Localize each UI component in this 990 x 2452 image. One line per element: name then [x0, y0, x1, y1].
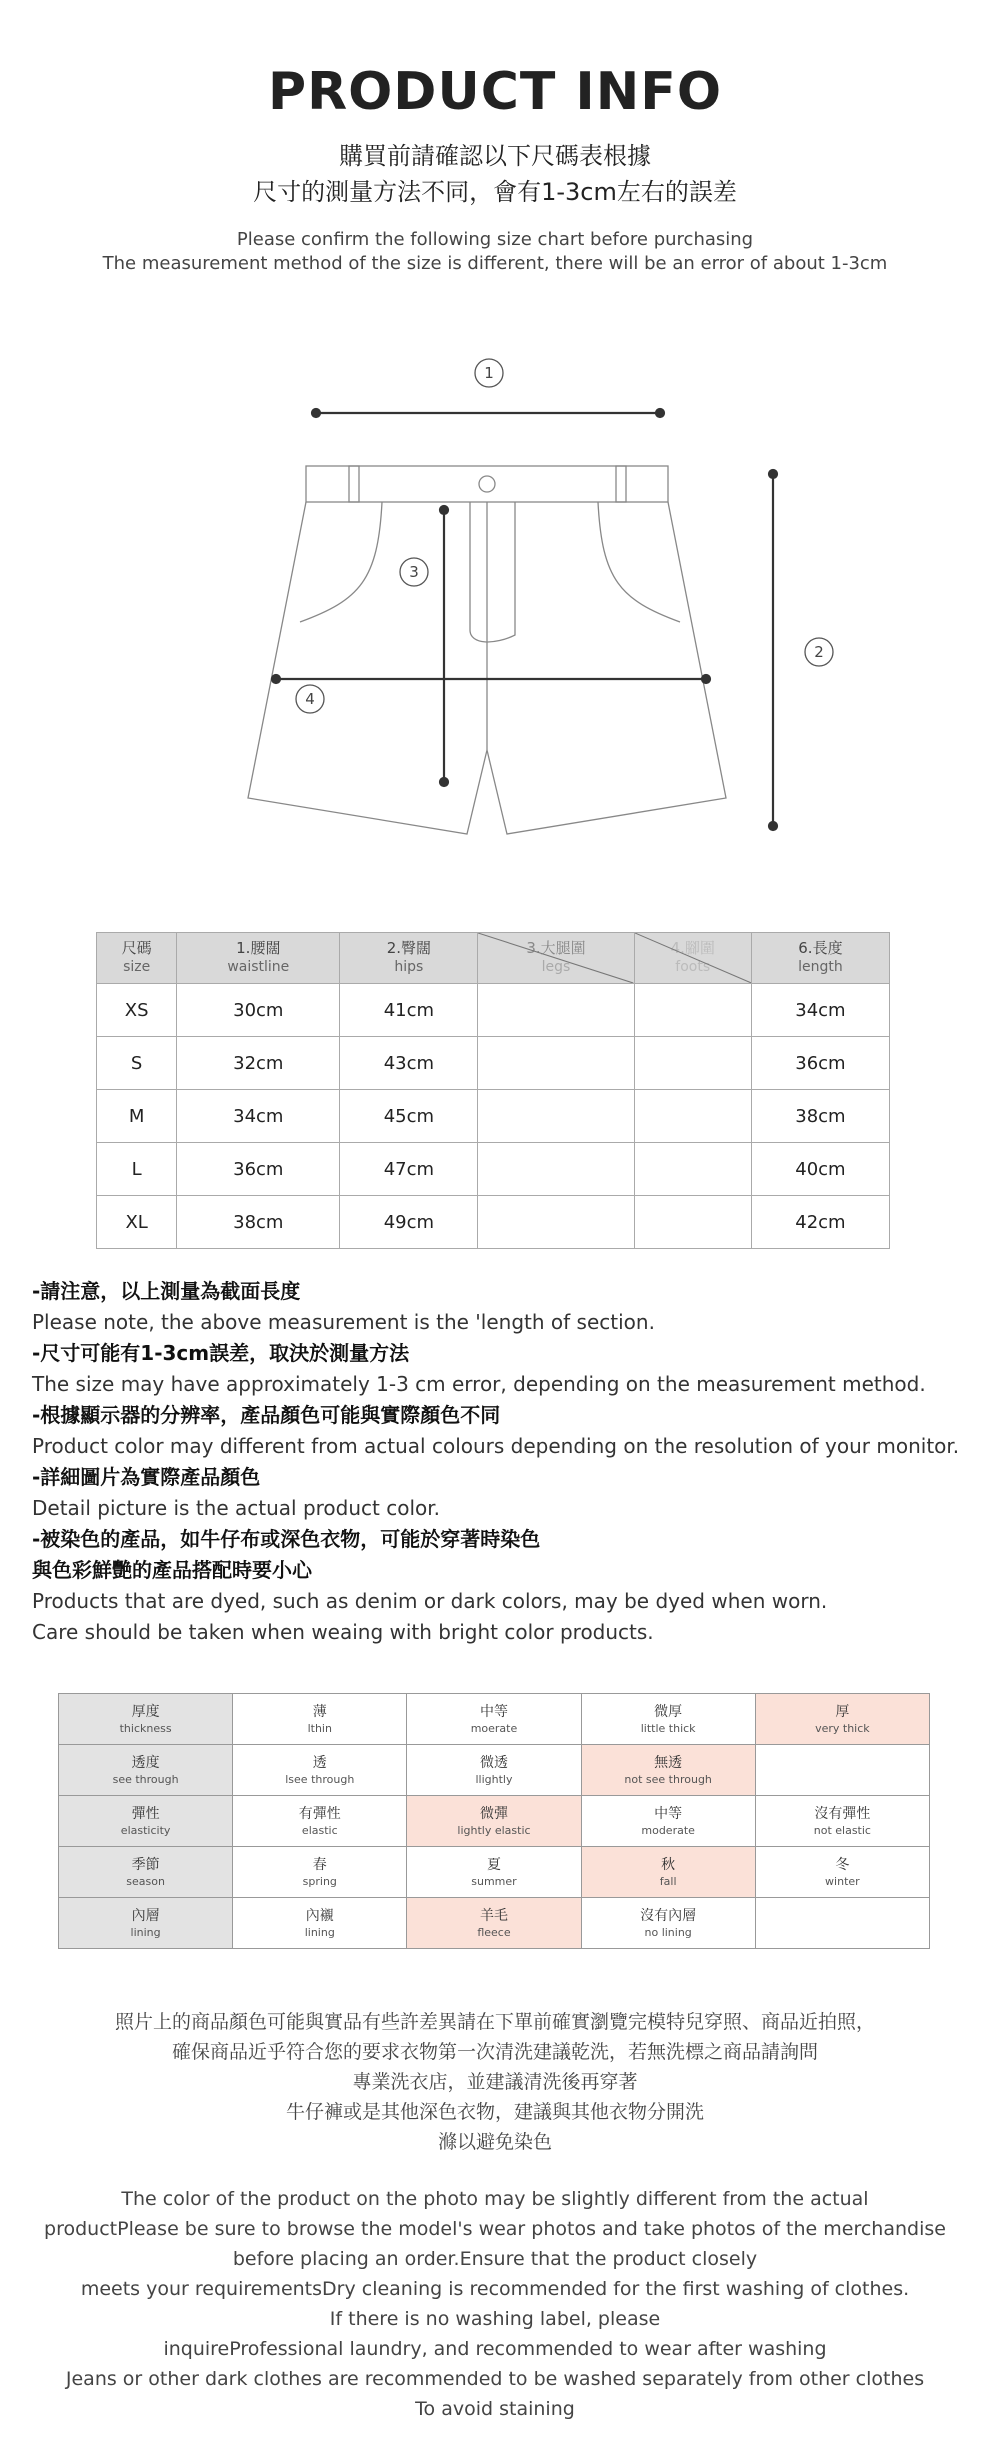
- care-zh-line: 滌以避免染色: [437, 2131, 552, 2153]
- attr-label: 透度 see through: [59, 1745, 233, 1796]
- size-cell: 38cm: [177, 1196, 340, 1249]
- attr-row-elasticity: [59, 1796, 930, 1847]
- size-header-waist: 1.腰闊 waistline: [177, 933, 340, 984]
- button-outline: [479, 476, 495, 492]
- note-en: Please note, the above measurement is the 'length of section.: [32, 1310, 655, 1334]
- note-zh: -請注意，以上測量為截面長度: [32, 1279, 301, 1303]
- belt-loop-right: [616, 466, 626, 502]
- care-en-line: before placing an order.Ensure that the product closely: [232, 2248, 758, 2270]
- attr-row-thickness: [59, 1694, 930, 1745]
- size-row-s: [97, 1037, 890, 1090]
- attr-option: 有彈性 elastic: [233, 1796, 407, 1847]
- care-zh-section: [0, 2007, 990, 2157]
- attr-option-selected: 厚 very thick: [755, 1694, 929, 1745]
- size-cell: M: [97, 1090, 177, 1143]
- size-cell: S: [97, 1037, 177, 1090]
- care-en-line: If there is no washing label, please: [329, 2308, 661, 2330]
- attr-option-selected: 羊毛 fleece: [407, 1898, 581, 1949]
- attr-row-lining: [59, 1898, 930, 1949]
- attr-label: 彈性 elasticity: [59, 1796, 233, 1847]
- page-title: PRODUCT INFO: [267, 62, 723, 122]
- size-row-xs: [97, 984, 890, 1037]
- waistband-outline: [306, 466, 668, 502]
- note-en: Detail picture is the actual product color.: [32, 1496, 440, 1520]
- size-cell: 32cm: [177, 1037, 340, 1090]
- fabric-attribute-table: [58, 1693, 930, 1949]
- care-en-line: To avoid staining: [415, 2398, 575, 2420]
- size-table-header-row: [97, 933, 890, 984]
- note-en: Products that are dyed, such as denim or dark colors, may be dyed when worn.: [32, 1589, 828, 1613]
- care-zh-line: 牛仔褲或是其他深色衣物，建議與其他衣物分開洗: [285, 2101, 704, 2123]
- intro-en-line1: Please confirm the following size chart before purchasing: [236, 229, 754, 250]
- size-cell: 30cm: [177, 984, 340, 1037]
- size-cell: [478, 1090, 634, 1143]
- care-en-line: Jeans or other dark clothes are recommended to be washed separately from other clothes: [65, 2368, 925, 2390]
- intro-zh-line2: 尺寸的測量方法不同，會有1-3cm左右的誤差: [253, 178, 737, 206]
- attr-label: 季節 season: [59, 1847, 233, 1898]
- attr-option: 夏 summer: [407, 1847, 581, 1898]
- attr-option: 薄 lthin: [233, 1694, 407, 1745]
- note-zh: 與色彩鮮艷的產品搭配時要小心: [32, 1558, 312, 1582]
- note-zh: -尺寸可能有1-3cm誤差，取決於測量方法: [32, 1341, 410, 1365]
- attr-option: 微厚 little thick: [581, 1694, 755, 1745]
- size-cell: 45cm: [340, 1090, 478, 1143]
- size-cell: XL: [97, 1196, 177, 1249]
- size-header-legs: 3.大腿圍 legs: [478, 933, 634, 984]
- size-cell: [478, 984, 634, 1037]
- size-cell: [478, 1143, 634, 1196]
- attr-option: 透 lsee through: [233, 1745, 407, 1796]
- attr-row-season: [59, 1847, 930, 1898]
- size-cell: 49cm: [340, 1196, 478, 1249]
- note-en: Product color may different from actual colours depending on the resolution of your monitor.: [32, 1434, 960, 1458]
- attr-option: 冬 winter: [755, 1847, 929, 1898]
- marker-2-label: 2: [814, 643, 824, 661]
- size-cell: 43cm: [340, 1037, 478, 1090]
- size-row-l: [97, 1143, 890, 1196]
- size-header-size: 尺碼 size: [97, 933, 177, 984]
- size-cell: [478, 1037, 634, 1090]
- size-row-xl: [97, 1196, 890, 1249]
- strike-line: [635, 933, 751, 983]
- care-en-line: productPlease be sure to browse the model's wear photos and take photos of the merchandise: [44, 2218, 946, 2240]
- pocket-right-outline: [598, 502, 680, 622]
- attr-option: 中等 moerate: [407, 1694, 581, 1745]
- care-en-line: meets your requirementsDry cleaning is recommended for the first washing of clothes.: [80, 2278, 910, 2300]
- size-cell: [634, 984, 751, 1037]
- care-zh-line: 照片上的商品顏色可能與實品有些許差異請在下單前確實瀏覽完模特兒穿照、商品近拍照，: [114, 2011, 875, 2033]
- care-en-line: The color of the product on the photo may be slightly different from the actual: [121, 2188, 869, 2210]
- notes-section: [32, 1276, 972, 1648]
- note-en: Care should be taken when weaing with bright color products.: [32, 1620, 654, 1644]
- marker-1-label: 1: [484, 364, 494, 382]
- care-en-section: [0, 2184, 990, 2424]
- note-zh: -詳細圖片為實際產品顏色: [32, 1465, 261, 1489]
- attr-option-empty: [755, 1898, 929, 1949]
- size-header-length: 6.長度 length: [751, 933, 889, 984]
- size-cell: 40cm: [751, 1143, 889, 1196]
- size-cell: [478, 1196, 634, 1249]
- attr-row-see-through: [59, 1745, 930, 1796]
- size-cell: L: [97, 1143, 177, 1196]
- strike-line: [478, 933, 633, 983]
- size-cell: 36cm: [751, 1037, 889, 1090]
- intro-en-line2: The measurement method of the size is different, there will be an error of about 1-3cm: [102, 253, 888, 274]
- size-cell: [634, 1037, 751, 1090]
- fly-outline: [470, 502, 515, 642]
- size-cell: 41cm: [340, 984, 478, 1037]
- attr-label: 厚度 thickness: [59, 1694, 233, 1745]
- size-cell: 47cm: [340, 1143, 478, 1196]
- marker-4-label: 4: [305, 690, 315, 708]
- size-cell: 34cm: [751, 984, 889, 1037]
- attr-option: 內襯 lining: [233, 1898, 407, 1949]
- attr-option-empty: [755, 1745, 929, 1796]
- shorts-measurement-diagram: [0, 330, 990, 850]
- attr-label: 內層 lining: [59, 1898, 233, 1949]
- size-cell: 34cm: [177, 1090, 340, 1143]
- attr-option-selected: 無透 not see through: [581, 1745, 755, 1796]
- marker-3-label: 3: [409, 563, 419, 581]
- attr-option: 沒有彈性 not elastic: [755, 1796, 929, 1847]
- note-zh: -被染色的產品，如牛仔布或深色衣物，可能於穿著時染色: [32, 1527, 541, 1551]
- attr-option: 春 spring: [233, 1847, 407, 1898]
- note-zh: -根據顯示器的分辨率，產品顏色可能與實際顏色不同: [32, 1403, 501, 1427]
- attr-option: 沒有內層 no lining: [581, 1898, 755, 1949]
- size-header-foots: 4.腳圍 foots: [634, 933, 751, 984]
- attr-option-selected: 微彈 lightly elastic: [407, 1796, 581, 1847]
- note-en: The size may have approximately 1-3 cm error, depending on the measurement method.: [32, 1372, 926, 1396]
- attr-option: 中等 moderate: [581, 1796, 755, 1847]
- size-cell: [634, 1143, 751, 1196]
- size-cell: [634, 1090, 751, 1143]
- size-cell: [634, 1196, 751, 1249]
- attr-option: 微透 llightly: [407, 1745, 581, 1796]
- size-chart-table: [96, 932, 890, 1249]
- size-cell: 36cm: [177, 1143, 340, 1196]
- size-row-m: [97, 1090, 890, 1143]
- size-cell: 42cm: [751, 1196, 889, 1249]
- size-header-hips: 2.臀闊 hips: [340, 933, 478, 984]
- care-en-line: inquireProfessional laundry, and recommended to wear after washing: [163, 2338, 827, 2360]
- attr-option-selected: 秋 fall: [581, 1847, 755, 1898]
- intro-zh-line1: 購買前請確認以下尺碼表根據: [339, 142, 651, 170]
- size-cell: XS: [97, 984, 177, 1037]
- care-zh-line: 確保商品近乎符合您的要求衣物第一次清洗建議乾洗，若無洗標之商品請詢問: [171, 2041, 818, 2063]
- belt-loop-left: [349, 466, 359, 502]
- size-cell: 38cm: [751, 1090, 889, 1143]
- care-zh-line: 專業洗衣店，並建議清洗後再穿著: [352, 2071, 638, 2093]
- pocket-left-outline: [300, 502, 382, 622]
